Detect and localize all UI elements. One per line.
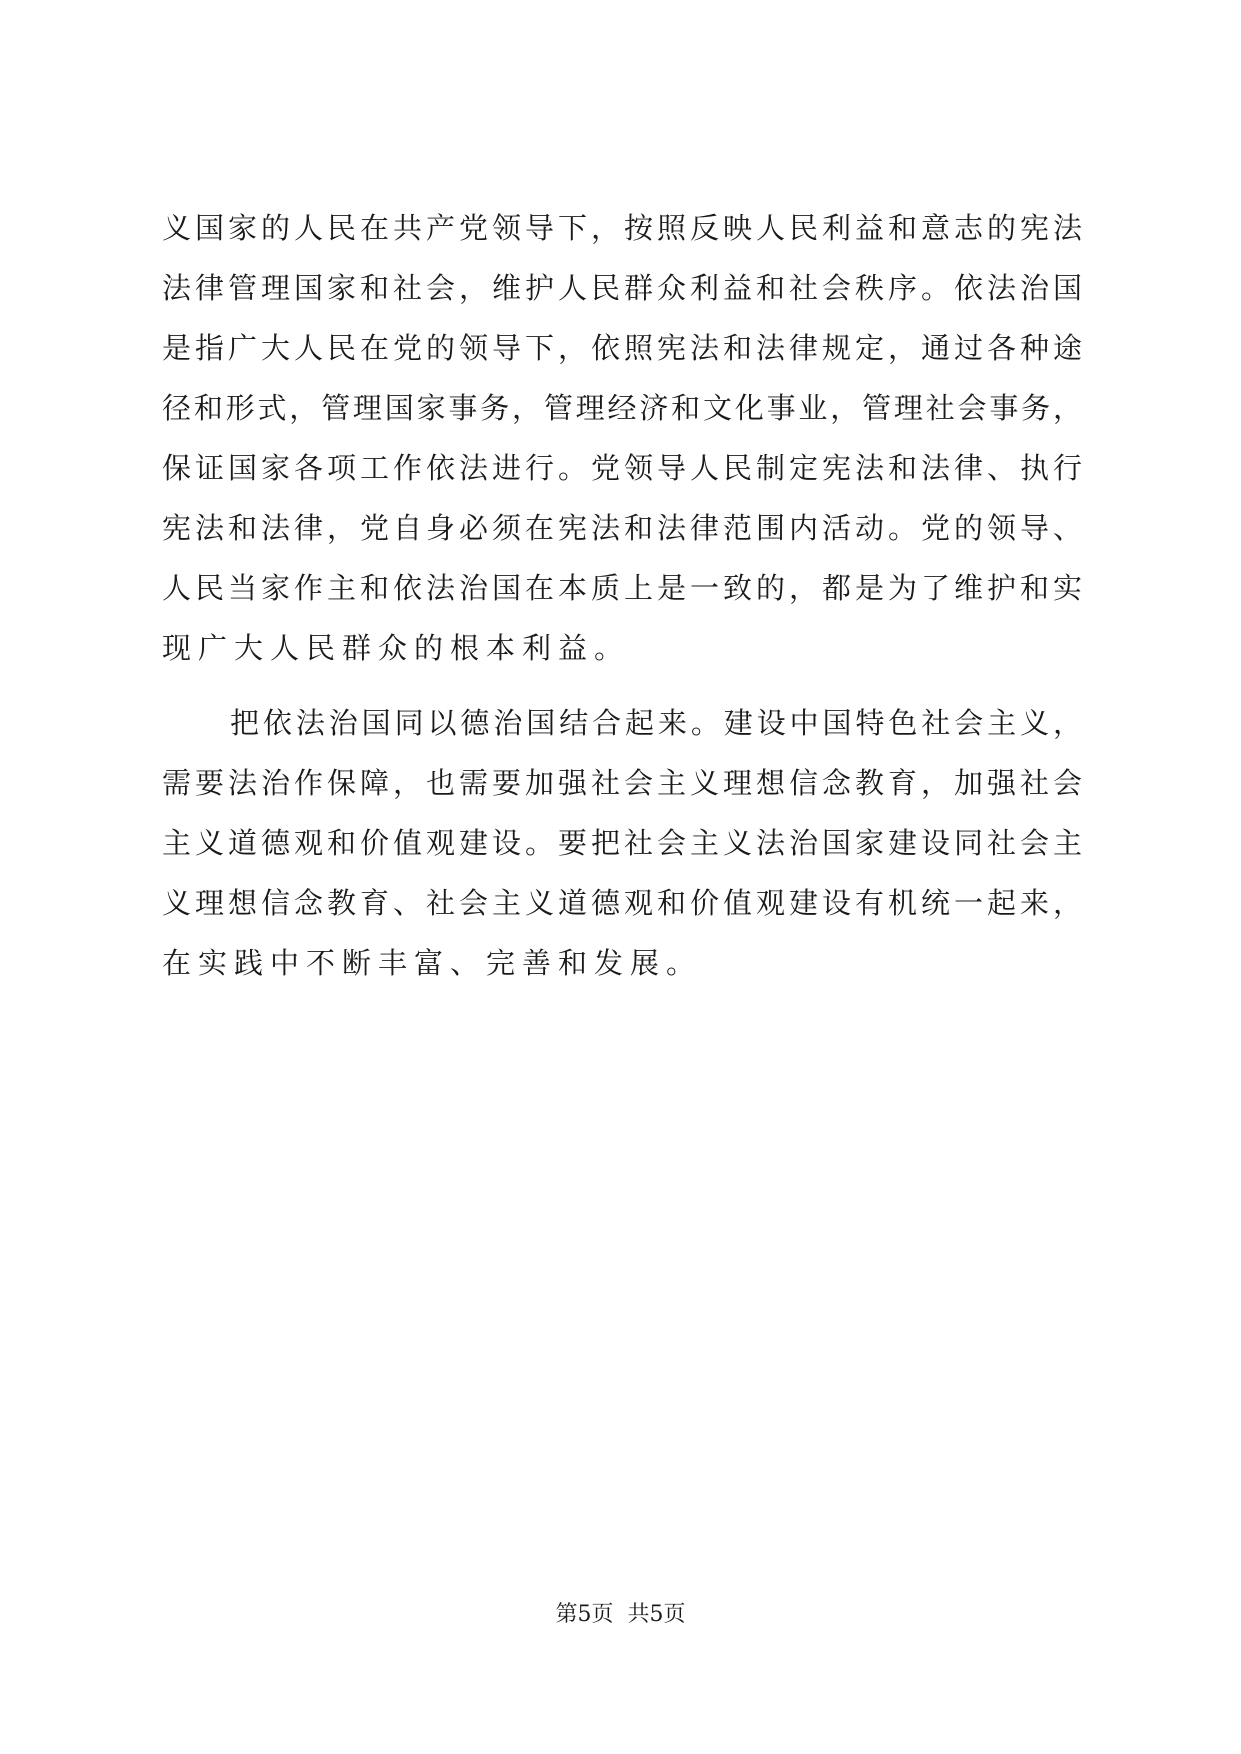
text-line: 保证国家各项工作依法进行。党领导人民制定宪法和法律、执行 bbox=[162, 451, 1082, 485]
text-line: 义理想信念教育、社会主义道德观和价值观建设有机统一起来， bbox=[162, 886, 1082, 920]
text-line: 主义道德观和价值观建设。要把社会主义法治国家建设同社会主 bbox=[162, 826, 1082, 860]
text-line: 把依法治国同以德治国结合起来。建设中国特色社会主义， bbox=[230, 706, 1082, 740]
page-number-current: 第5页 bbox=[555, 1602, 614, 1627]
text-line: 是指广大人民在党的领导下，依照宪法和法律规定，通过各种途 bbox=[162, 331, 1082, 365]
text-line: 现广大人民群众的根本利益。 bbox=[162, 631, 631, 665]
text-line: 法律管理国家和社会，维护人民群众利益和社会秩序。依法治国 bbox=[162, 271, 1082, 305]
text-line: 需要法治作保障，也需要加强社会主义理想信念教育，加强社会 bbox=[162, 766, 1082, 800]
text-line: 径和形式，管理国家事务，管理经济和文化事业，管理社会事务， bbox=[162, 391, 1082, 425]
page-number-total: 共5页 bbox=[627, 1602, 686, 1627]
text-line: 义国家的人民在共产党领导下，按照反映人民利益和意志的宪法 bbox=[162, 211, 1082, 245]
text-line: 在实践中不断丰富、完善和发展。 bbox=[162, 946, 703, 980]
text-line: 宪法和法律，党自身必须在宪法和法律范围内活动。党的领导、 bbox=[162, 511, 1082, 545]
page-footer bbox=[0, 1600, 1241, 1630]
text-line: 人民当家作主和依法治国在本质上是一致的，都是为了维护和实 bbox=[162, 571, 1082, 605]
